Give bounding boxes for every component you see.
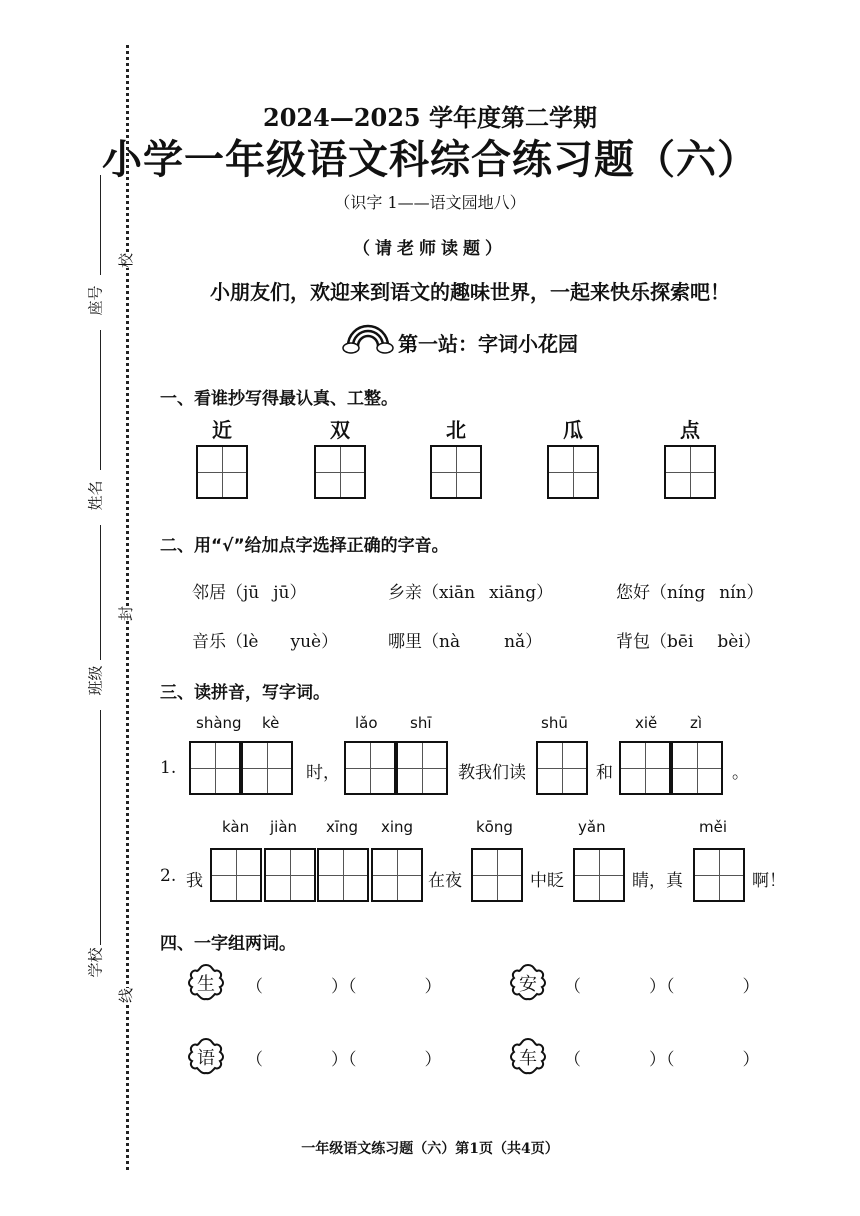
writing-grid[interactable] — [344, 741, 396, 795]
choice-option[interactable]: yuè） — [290, 632, 339, 652]
choice-word: 您好 — [616, 583, 650, 603]
pinyin-label: shī — [410, 714, 432, 732]
flower-char: 安 — [519, 974, 537, 995]
choice-option[interactable]: （níng — [650, 583, 706, 603]
pinyin-label: shàng — [196, 714, 242, 732]
school-label: 学校 — [86, 947, 105, 978]
q1-char: 近 — [212, 418, 232, 442]
name-line — [100, 330, 101, 470]
writing-grid[interactable] — [693, 848, 745, 902]
pinyin-label: xing — [381, 818, 414, 836]
choice-option[interactable]: xiāng） — [489, 583, 554, 603]
class-line — [100, 525, 101, 660]
choice-option[interactable]: nín） — [719, 583, 764, 603]
writing-grid[interactable] — [671, 741, 723, 795]
writing-grid[interactable] — [547, 445, 599, 499]
sentence-text: 和 — [596, 763, 613, 783]
rainbow-icon — [342, 320, 394, 354]
choice-option[interactable]: nǎ） — [504, 632, 543, 652]
choice-option[interactable]: （lè — [226, 632, 259, 652]
writing-grid[interactable] — [396, 741, 448, 795]
pinyin-label: kōng — [476, 818, 513, 836]
answer-blanks[interactable]: （ ）（ ） — [564, 1050, 760, 1070]
writing-grid[interactable] — [619, 741, 671, 795]
writing-grid[interactable] — [196, 445, 248, 499]
seat-label: 座号 — [86, 285, 105, 316]
sentence-text: 啊！ — [752, 871, 786, 891]
q1-title: 一、看谁抄写得最认真、工整。 — [160, 389, 398, 409]
q1-char: 北 — [446, 418, 466, 442]
name-label: 姓名 — [86, 480, 105, 511]
pinyin-label: lǎo — [355, 714, 378, 732]
writing-grid[interactable] — [573, 848, 625, 902]
writing-grid[interactable] — [664, 445, 716, 499]
sentence-text: 中眨 — [530, 871, 564, 891]
q1-char: 瓜 — [563, 418, 583, 442]
pinyin-label: yǎn — [578, 818, 606, 836]
sentence-text: 时， — [306, 763, 340, 783]
pinyin-label: xīng — [326, 818, 359, 836]
writing-grid[interactable] — [210, 848, 262, 902]
cut-mark-feng: 封 — [117, 605, 136, 622]
sentence-text: 在夜 — [428, 871, 462, 891]
teacher-note: （请老师读题） — [353, 239, 507, 259]
pinyin-choice[interactable] — [388, 627, 542, 652]
item-number: 2. — [160, 866, 177, 886]
choice-word: 乡亲 — [388, 583, 422, 603]
term-line: 2024—2025 学年度第二学期 — [263, 103, 597, 132]
pinyin-label: kàn — [222, 818, 250, 836]
school-line — [100, 710, 101, 945]
writing-grid[interactable] — [536, 741, 588, 795]
page-title: 小学一年级语文科综合练习题（六） — [102, 137, 758, 183]
pinyin-choice[interactable] — [616, 578, 764, 603]
answer-blanks[interactable]: （ ）（ ） — [246, 977, 442, 997]
choice-word: 邻居 — [192, 583, 226, 603]
choice-word: 哪里 — [388, 632, 422, 652]
choice-word: 音乐 — [192, 632, 226, 652]
writing-grid[interactable] — [189, 741, 241, 795]
pinyin-label: kè — [262, 714, 280, 732]
cut-mark-xian: 线 — [117, 987, 136, 1004]
q1-char: 点 — [680, 418, 700, 442]
sentence-text: 睛，真 — [632, 871, 683, 891]
choice-option[interactable]: （bēi — [650, 632, 694, 652]
choice-option[interactable]: bèi） — [717, 632, 761, 652]
pinyin-label: xiě — [635, 714, 658, 732]
q4-title: 四、一字组两词。 — [160, 934, 296, 954]
answer-blanks[interactable]: （ ）（ ） — [564, 977, 760, 997]
q1-char: 双 — [330, 418, 350, 442]
choice-option[interactable]: （nà — [422, 632, 461, 652]
flower-char: 车 — [519, 1048, 537, 1069]
station-title: 第一站：字词小花园 — [398, 332, 578, 356]
q2-title: 二、用“√”给加点字选择正确的字音。 — [160, 536, 449, 556]
writing-grid[interactable] — [371, 848, 423, 902]
pinyin-choice[interactable] — [616, 627, 761, 652]
pinyin-label: shū — [541, 714, 568, 732]
cut-mark-xiao: 校 — [117, 252, 136, 269]
pinyin-label: zì — [690, 714, 703, 732]
answer-blanks[interactable]: （ ）（ ） — [246, 1050, 442, 1070]
class-label: 班级 — [86, 665, 105, 696]
page-footer: 一年级语文练习题（六）第1页（共4页） — [301, 1141, 559, 1157]
choice-option[interactable]: （xiān — [422, 583, 476, 603]
writing-grid[interactable] — [430, 445, 482, 499]
choice-word: 背包 — [616, 632, 650, 652]
pinyin-choice[interactable] — [192, 578, 306, 603]
writing-grid[interactable] — [264, 848, 316, 902]
item-number: 1. — [160, 758, 177, 778]
sentence-text: 教我们读 — [458, 763, 526, 783]
flower-char: 语 — [197, 1048, 215, 1069]
pinyin-label: jiàn — [270, 818, 298, 836]
subtitle: （识字 1——语文园地八） — [334, 193, 526, 212]
flower-char: 生 — [197, 974, 215, 995]
welcome-text: 小朋友们，欢迎来到语文的趣味世界，一起来快乐探索吧！ — [210, 280, 730, 304]
choice-option[interactable]: （jū — [226, 583, 260, 603]
q3-title: 三、读拼音，写字词。 — [160, 683, 330, 703]
pinyin-choice[interactable] — [388, 578, 553, 603]
writing-grid[interactable] — [317, 848, 369, 902]
sentence-text: 。 — [732, 763, 749, 783]
pinyin-label: měi — [699, 818, 728, 836]
sentence-text: 我 — [186, 871, 203, 891]
choice-option[interactable]: jū） — [273, 583, 307, 603]
writing-grid[interactable] — [241, 741, 293, 795]
writing-grid[interactable] — [471, 848, 523, 902]
pinyin-choice[interactable] — [192, 627, 338, 652]
writing-grid[interactable] — [314, 445, 366, 499]
